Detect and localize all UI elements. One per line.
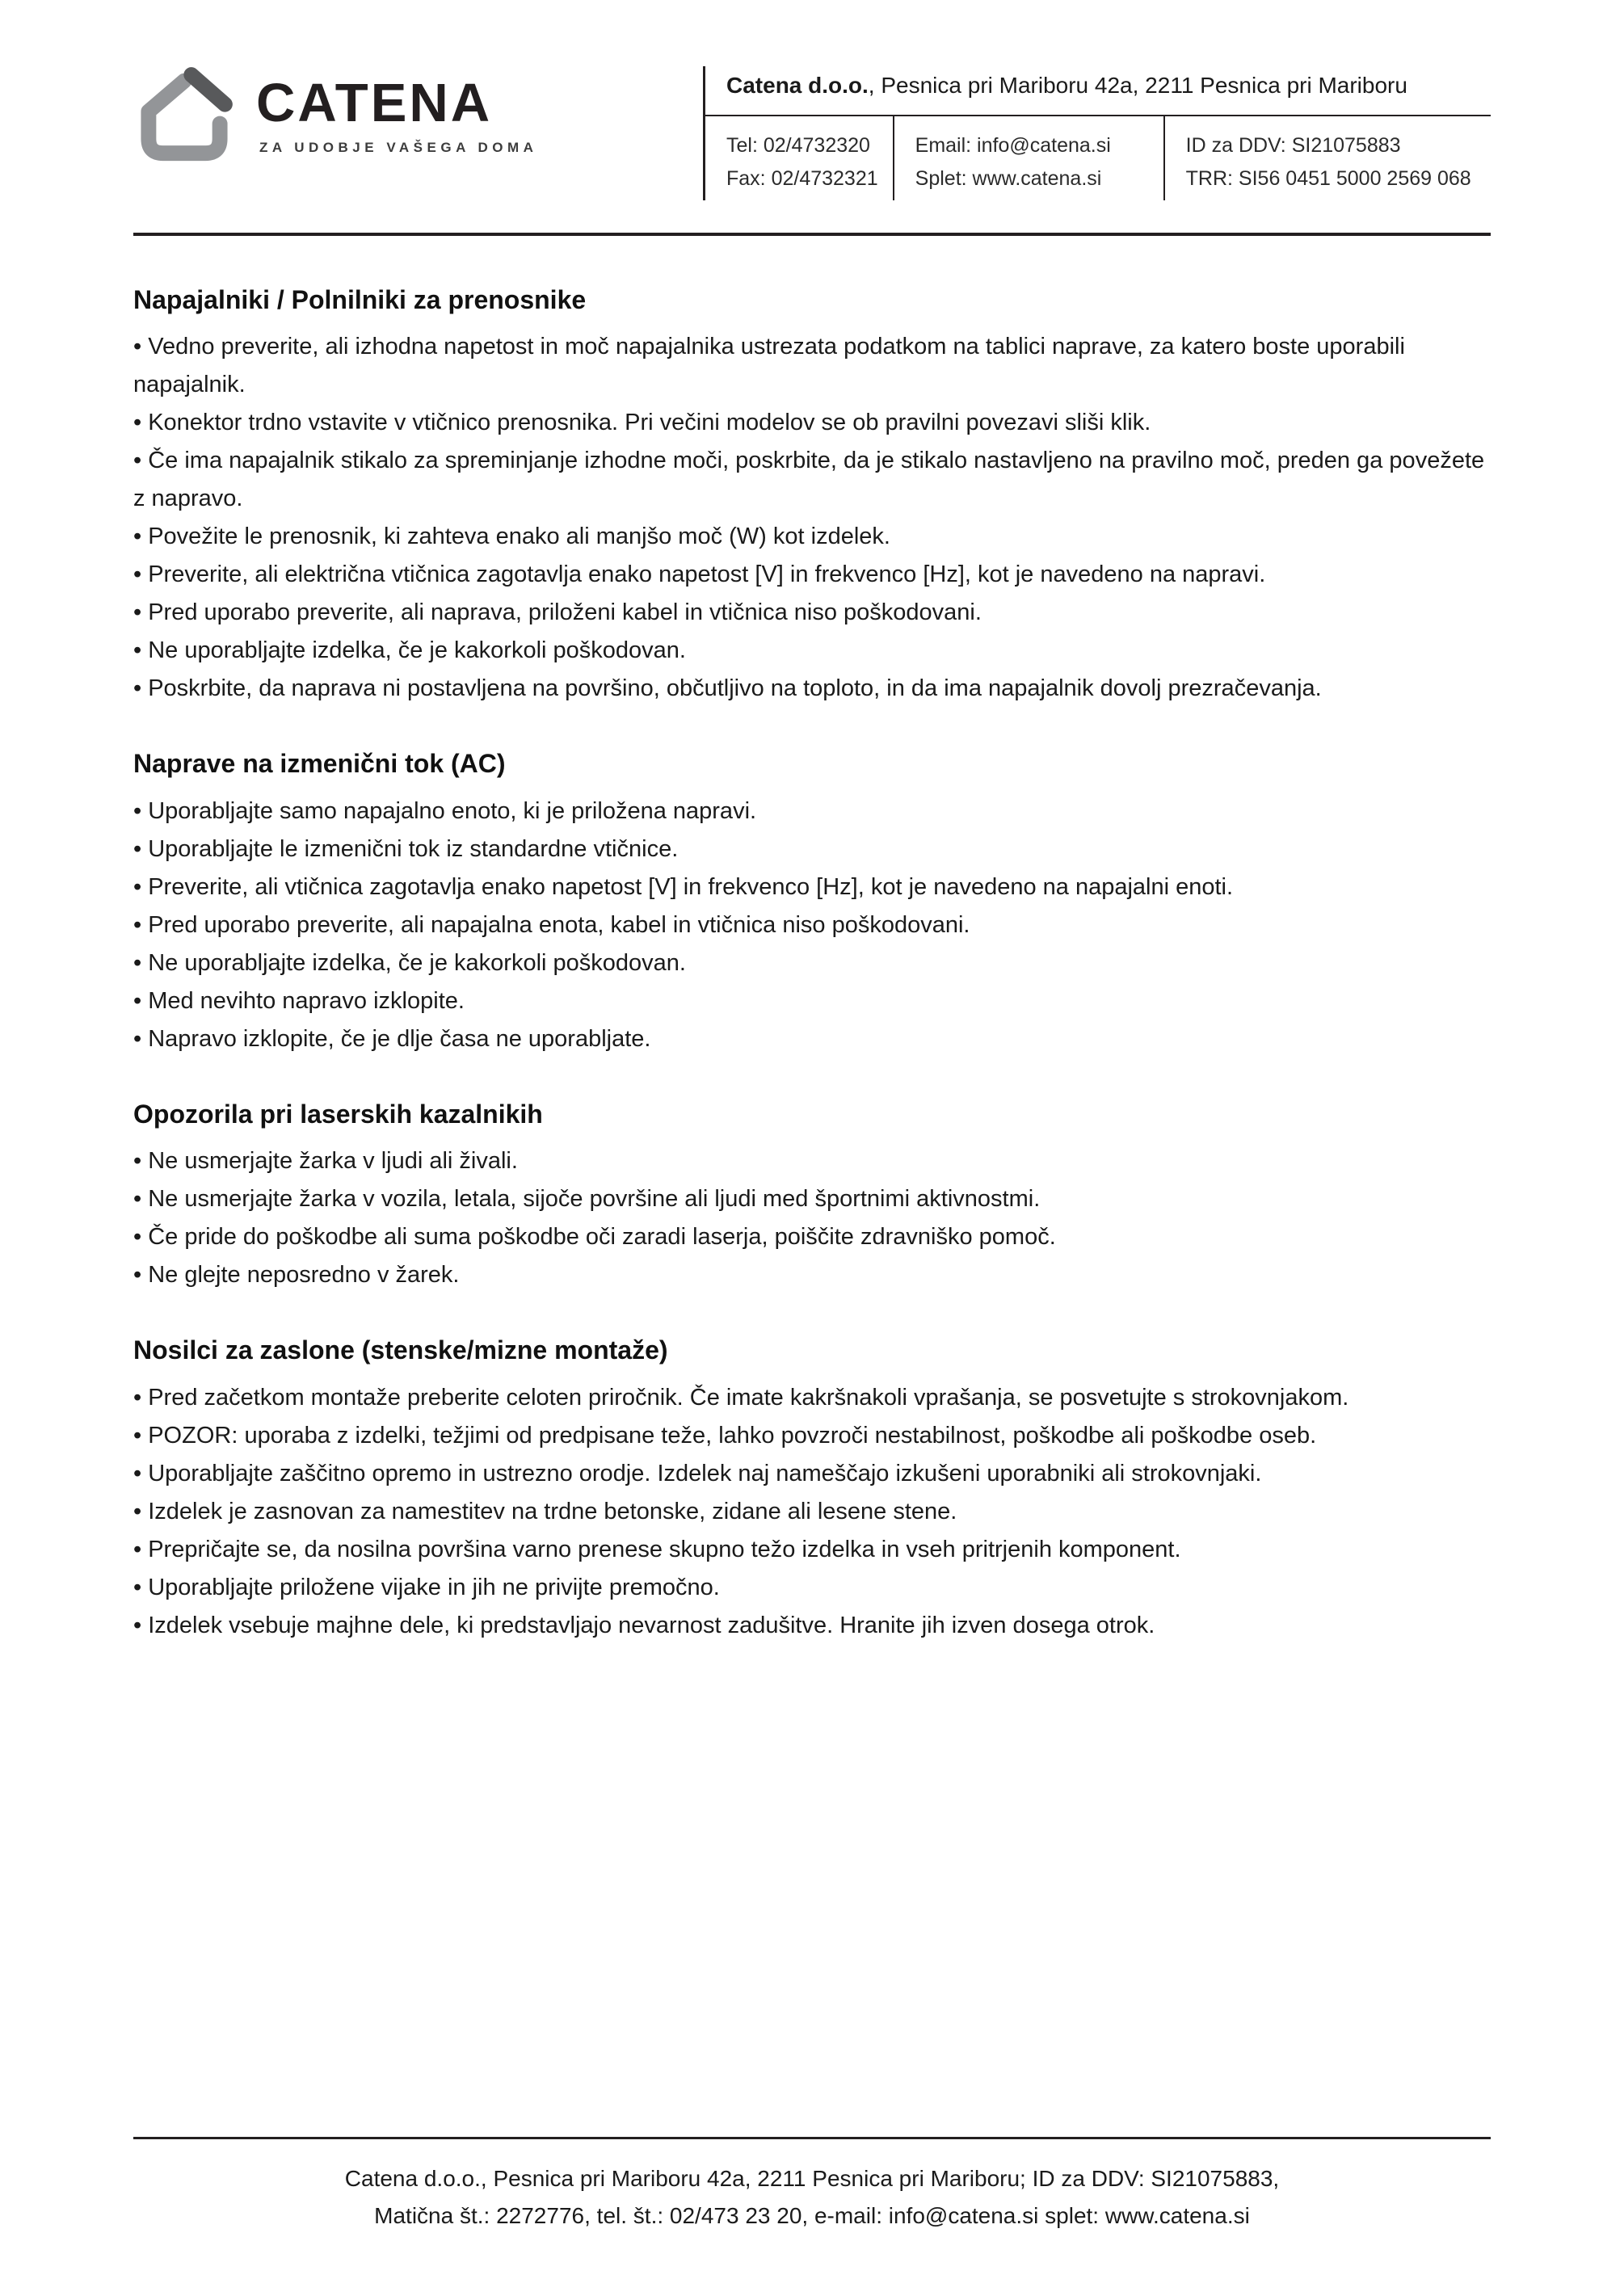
- section-title: Napajalniki / Polnilniki za prenosnike: [133, 285, 587, 314]
- brand-tagline: ZA UDOBJE VAŠEGA DOMA: [259, 140, 538, 156]
- bullet-item: • Ne uporabljajte izdelka, če je kakorkoli poškodovan.: [133, 637, 686, 664]
- bullet-item: • Če pride do poškodbe ali suma poškodbe oči zaradi laserja, poiščite zdravniško pomoč.: [133, 1224, 1056, 1251]
- bullet-item: • Pred začetkom montaže preberite celoten priročnik. Če imate kakršnakoli vprašanja, se posvetujte s strokovnjakom.: [133, 1384, 1349, 1411]
- section-title: Naprave na izmenični tok (AC): [133, 749, 506, 779]
- bullet-item: • Poskrbite, da naprava ni postavljena na površino, občutljivo na toploto, in da ima napajalnik dovolj prezračevanja.: [133, 675, 1322, 702]
- footer: [133, 2137, 1491, 2235]
- bullet-item: • Ne usmerjajte žarka v vozila, letala, sijoče površine ali ljudi med športnimi aktivnostmi.: [133, 1186, 1041, 1213]
- footer-text: [133, 2160, 1491, 2235]
- house-logo-icon: [133, 65, 235, 166]
- bullet-item: • Preverite, ali vtičnica zagotavlja enako napetost [V] in frekvenco [Hz], kot je navedeno na napajalni enoti.: [133, 873, 1234, 900]
- logo-text: [256, 72, 538, 156]
- bullet-item: • Pred uporabo preverite, ali napajalna enota, kabel in vtičnica niso poškodovani.: [133, 911, 970, 938]
- bullet-item: • Uporabljajte priložene vijake in jih ne privijte premočno.: [133, 1574, 720, 1600]
- website-address: Splet: www.catena.si: [915, 167, 1102, 190]
- contact-grid: [705, 116, 1491, 200]
- vat-id: ID za DDV: SI21075883: [1185, 134, 1401, 157]
- company-address: , Pesnica pri Mariboru 42a, 2211 Pesnica pri Mariboru: [868, 73, 1407, 98]
- section-title: Nosilci za zaslone (stenske/mizne montaže): [133, 1335, 668, 1365]
- bullet-item: • Ne usmerjajte žarka v ljudi ali živali.: [133, 1148, 518, 1175]
- bank-account: TRR: SI56 0451 5000 2569 068: [1185, 167, 1471, 190]
- bullet-item: • Prepričajte se, da nosilna površina varno prenese skupno težo izdelka in vseh pritrjenih komponent.: [133, 1536, 1181, 1562]
- section-title: Opozorila pri laserskih kazalnikih: [133, 1099, 543, 1129]
- bullet-item: • Napravo izklopite, če je dlje časa ne uporabljate.: [133, 1025, 651, 1052]
- bullet-item: • Izdelek je zasnovan za namestitev na trdne betonske, zidane ali lesene stene.: [133, 1498, 957, 1524]
- contact-phone-column: [705, 116, 893, 200]
- bullet-item: • Povežite le prenosnik, ki zahteva enako ali manjšo moč (W) kot izdelek.: [133, 524, 890, 550]
- bullet-item: • Konektor trdno vstavite v vtičnico prenosnika. Pri večini modelov se ob pravilni povezavi sliši klik.: [133, 410, 1151, 436]
- email-address: Email: info@catena.si: [915, 134, 1111, 157]
- bullet-item: • Ne glejte neposredno v žarek.: [133, 1262, 460, 1289]
- footer-divider: [133, 2137, 1491, 2139]
- company-address-line: [705, 66, 1491, 116]
- bullet-item: • Izdelek vsebuje majhne dele, ki predstavljajo nevarnost zadušitve. Hranite jih izven dosega otrok.: [133, 1612, 1155, 1638]
- contact-online-column: [893, 116, 1163, 200]
- bullet-item: • Uporabljajte samo napajalno enoto, ki je priložena napravi.: [133, 797, 757, 824]
- bullet-item: • Pred uporabo preverite, ali naprava, priloženi kabel in vtičnica niso poškodovani.: [133, 599, 982, 626]
- header: [133, 0, 1491, 200]
- sections: [133, 236, 1491, 1645]
- bullet-item: • Ne uporabljajte izdelka, če je kakorkoli poškodovan.: [133, 949, 686, 976]
- company-name: Catena d.o.o.: [726, 73, 869, 98]
- bullet-item: • POZOR: uporaba z izdelki, težjimi od predpisane teže, lahko povzroči nestabilnost, poškodbe ali poškodbe oseb.: [133, 1422, 1317, 1449]
- fax-number: Fax: 02/4732321: [726, 167, 878, 190]
- bullet-item: • Vedno preverite, ali izhodna napetost in moč napajalnika ustrezata podatkom na tablici naprave, za katero boste uporabili napajalnik.: [133, 334, 1405, 398]
- logo: [133, 65, 537, 166]
- bullet-item: • Med nevihto napravo izklopite.: [133, 987, 465, 1014]
- bullet-item: • Če ima napajalnik stikalo za spreminjanje izhodne moči, poskrbite, da je stikalo nastavljeno na pravilno moč, preden ga povežete z napravo.: [133, 448, 1485, 512]
- brand-name: CATENA: [256, 72, 493, 133]
- phone-number: Tel: 02/4732320: [726, 134, 870, 157]
- contact-registry-column: [1163, 116, 1491, 200]
- company-info: [703, 66, 1491, 200]
- footer-line-1: Catena d.o.o., Pesnica pri Mariboru 42a, 2211 Pesnica pri Mariboru; ID za DDV: SI21075883,: [344, 2166, 1280, 2191]
- bullet-item: • Uporabljajte zaščitno opremo in ustrezno orodje. Izdelek naj nameščajo izkušeni uporabniki ali strokovnjaki.: [133, 1460, 1262, 1487]
- bullet-item: • Uporabljajte le izmenični tok iz standardne vtičnice.: [133, 835, 679, 862]
- footer-line-2: Matična št.: 2272776, tel. št.: 02/473 23 20, e-mail: info@catena.si splet: www.catena.si: [374, 2203, 1250, 2228]
- bullet-item: • Preverite, ali električna vtičnica zagotavlja enako napetost [V] in frekvenco [Hz], kot je navedeno na napravi.: [133, 561, 1266, 588]
